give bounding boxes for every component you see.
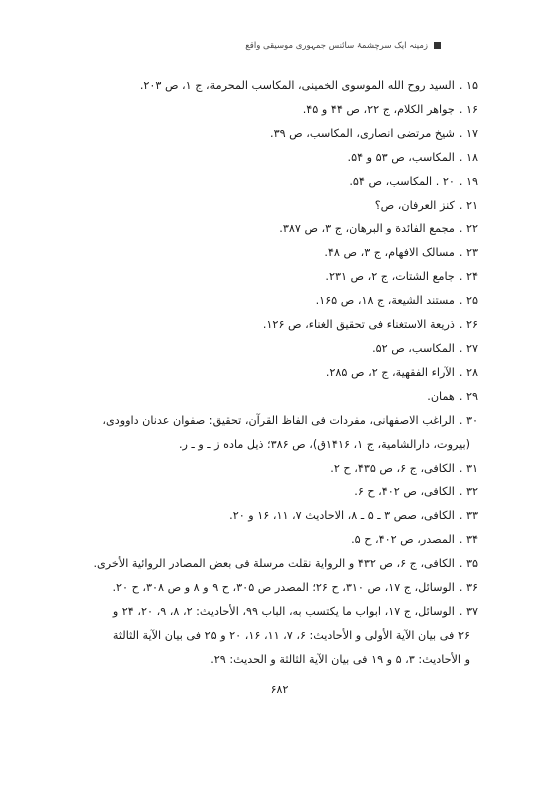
endnote-text: الکافی، ص ۴۰۲، ح ۶.	[354, 485, 455, 499]
endnote-number: ۳۵ .	[458, 557, 478, 571]
endnote-number: ۱۸ .	[458, 150, 478, 164]
endnote-text: جواهر الکلام، ج ۲۲، ص ۴۴ و ۴۵.	[302, 102, 455, 116]
endnote	[80, 552, 478, 576]
endnote-text: الآراء الفقهیة، ج ۲، ص ۲۸۵.	[325, 365, 455, 379]
endnote-text: المصدر، ص ۴۰۲، ح ۵.	[351, 533, 455, 547]
endnote	[80, 265, 478, 289]
header-marker-icon	[434, 42, 441, 49]
endnote-text: ذریعة الاستغناء فی تحقیق الغناء، ص ۱۲۶.	[262, 318, 455, 332]
endnote	[80, 409, 478, 433]
endnote-number: ۳۴ .	[458, 533, 478, 547]
endnote-number: ۲۲ .	[458, 222, 478, 236]
endnote	[80, 528, 478, 552]
endnote	[80, 600, 478, 624]
endnote-number: ۲۱ .	[458, 198, 478, 212]
endnote-text: ۲۰ . المکاسب، ص ۵۴.	[349, 174, 455, 188]
endnote-text: الوسائل، ج ۱۷، ابواب ما یکتسب به، الباب ۹۹، الأحادیث: ۲، ۸، ۹، ۲۰، ۲۴ و	[112, 604, 455, 618]
endnotes-list	[80, 74, 478, 672]
running-title: زمینہ ایک سرچشمۂ سائنس جمہوری موسیقی واقع	[245, 41, 428, 51]
endnote	[80, 457, 478, 481]
endnote-number: ۳۷ .	[458, 604, 478, 618]
running-header	[121, 40, 441, 51]
endnote-continuation	[80, 433, 478, 457]
endnote-text: مجمع الفائدة و البرهان، ج ۳، ص ۳۸۷.	[279, 222, 455, 236]
endnote	[80, 194, 478, 218]
endnote-number: ۳۰ .	[458, 413, 478, 427]
endnote-number: ۳۶ .	[458, 581, 478, 595]
endnote	[80, 385, 478, 409]
endnote	[80, 361, 478, 385]
endnote-text: الکافی، ج ۶، ص ۴۳۵، ح ۲.	[330, 461, 455, 475]
endnote-number: ۱۵ .	[458, 79, 478, 92]
endnote-number: ۲۷ .	[458, 341, 478, 355]
endnote-text: مسالک الافهام، ج ۳، ص ۴۸.	[324, 246, 455, 260]
endnote-text: و الأحادیث: ۳، ۵ و ۱۹ فی بیان الآیة الثالثة و الحدیث: ۲۹.	[210, 652, 470, 666]
endnote	[80, 576, 478, 600]
endnote-number: ۱۶ .	[458, 102, 478, 116]
endnote-number: ۲۴ .	[458, 270, 478, 284]
endnote-number: ۲۶ .	[458, 318, 478, 332]
endnote-continuation	[80, 624, 478, 648]
endnote-number: ۲۵ .	[458, 294, 478, 308]
endnote-text: الکافی، صص ۳ ـ ۵ ـ ۸، الاحادیث ۷، ۱۱، ۱۶ و ۲۰.	[229, 509, 455, 523]
endnote-number: ۲۸ .	[458, 365, 478, 379]
endnote-text: الوسائل، ج ۱۷، ص ۳۱۰، ح ۲۶؛ المصدر ص ۳۰۵، ح ۹ و ۸ و ص ۳۰۸، ح ۲۰.	[112, 581, 455, 595]
endnote	[80, 337, 478, 361]
endnote-number: ۲۹ .	[458, 389, 478, 403]
endnote	[80, 170, 478, 194]
endnote	[80, 146, 478, 170]
endnote-number: ۳۲ .	[458, 485, 478, 499]
endnote-continuation	[80, 648, 478, 672]
endnote	[80, 241, 478, 265]
endnote-text: المکاسب، ص ۵۳ و ۵۴.	[347, 150, 455, 164]
endnote-text: ۲۶ فی بیان الآیة الأولی و الأحادیث: ۶، ۷، ۱۱، ۱۶، ۲۰ و ۲۵ فی بیان الآیة الثالثة	[112, 628, 470, 642]
endnote-text: الراغب الاصفهانی، مفردات فی الفاظ القرآن، تحقیق: صفوان عدنان داوودی،	[102, 413, 455, 427]
endnote-text: الکافی، ج ۶، ص ۴۳۲ و الروایة نقلت مرسلة فی بعض المصادر الروائیة الأخری.	[93, 557, 455, 571]
endnote-text: کنز العرفان، ص؟	[374, 198, 455, 212]
endnote	[80, 217, 478, 241]
endnote	[80, 313, 478, 337]
endnote	[80, 98, 478, 122]
endnote-number: ۳۳ .	[458, 509, 478, 523]
endnote-number: ۳۱ .	[458, 461, 478, 475]
endnote-text: (بیروت، دارالشامیة، ج ۱، ۱۴۱۶ق)، ص ۳۸۶؛ ذیل ماده ز ـ و ـ ر.	[179, 437, 470, 451]
endnote	[80, 122, 478, 146]
endnote-text: همان.	[427, 389, 455, 403]
endnote-text: المکاسب، ص ۵۲.	[372, 341, 455, 355]
endnote-text: مستند الشیعة، ج ۱۸، ص ۱۶۵.	[315, 294, 455, 308]
endnote-number: ۱۷ .	[458, 126, 478, 140]
endnote-text: شیخ مرتضی انصاری، المکاسب، ص ۳۹.	[270, 126, 455, 140]
endnote-text: جامع الشتات، ج ۲، ص ۲۳۱.	[325, 270, 455, 284]
page-number: ۶۸۲	[270, 683, 289, 696]
endnote-text: السید روح الله الموسوی الخمینی، المکاسب المحرمة، ج ۱، ص ۲۰۳.	[139, 79, 455, 92]
endnote	[80, 74, 478, 98]
endnote-number: ۲۳ .	[458, 246, 478, 260]
endnote	[80, 504, 478, 528]
endnote	[80, 289, 478, 313]
endnote-number: ۱۹ .	[458, 174, 478, 188]
endnote	[80, 480, 478, 504]
